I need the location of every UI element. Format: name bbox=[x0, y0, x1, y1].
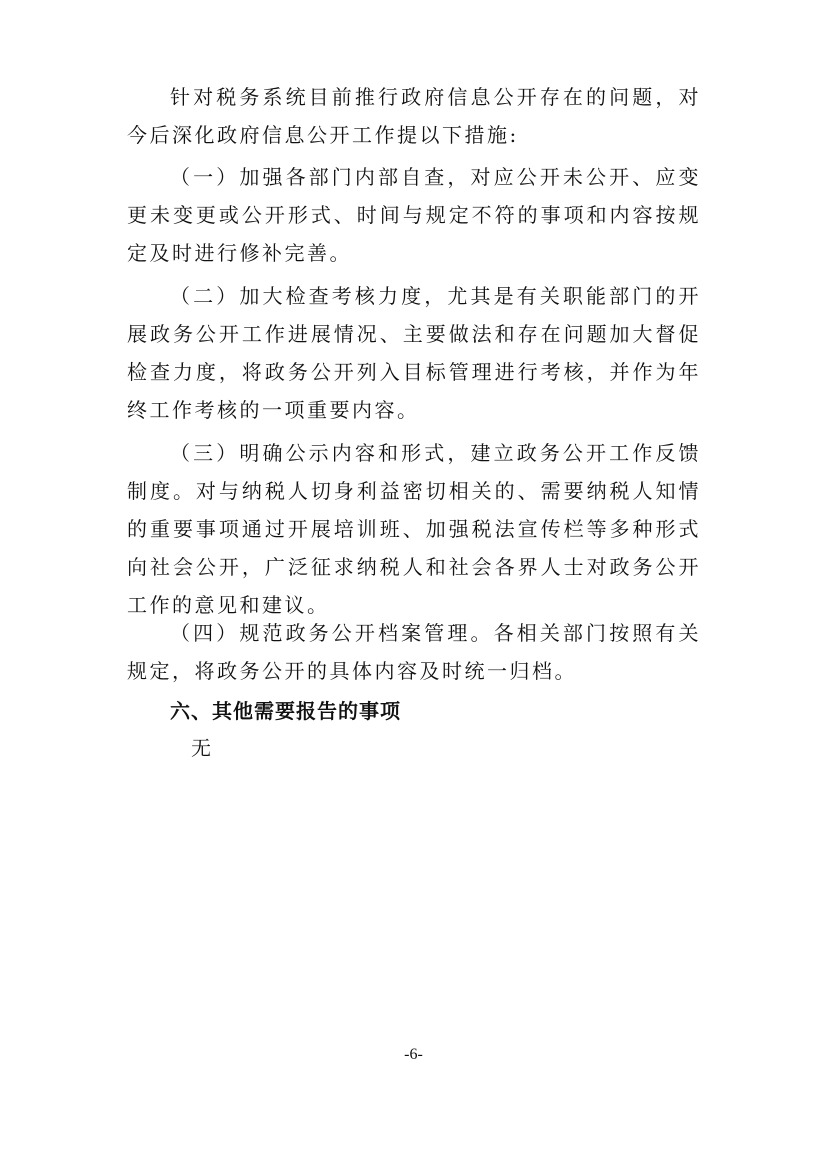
section-body: 无 bbox=[191, 736, 211, 760]
paragraph-measure-4: （四）规范政务公开档案管理。各相关部门按照有关规定，将政务公开的具体内容及时统一归档。 bbox=[127, 621, 701, 683]
paragraph-intro: 针对税务系统目前推行政府信息公开存在的问题，对今后深化政府信息公开工作提以下措施: bbox=[127, 85, 701, 147]
paragraph-measure-3: （三）明确公示内容和形式，建立政务公开工作反馈制度。对与纳税人切身利益密切相关的、需要纳税人知情的重要事项通过开展培训班、加强税法宣传栏等多种形式向社会公开，广泛征求纳税人和社会各界人士对政务公开工作的意见和建议。 bbox=[127, 441, 701, 617]
paragraph-measure-1: （一）加强各部门内部自查，对应公开未公开、应变更未变更或公开形式、时间与规定不符的事项和内容按规定及时进行修补完善。 bbox=[127, 165, 701, 265]
section-heading: 六、其他需要报告的事项 bbox=[170, 699, 401, 723]
page-number: -6- bbox=[404, 1046, 423, 1063]
paragraph-measure-2: （二）加大检查考核力度，尤其是有关职能部门的开展政务公开工作进展情况、主要做法和存在问题加大督促检查力度，将政务公开列入目标管理进行考核，并作为年终工作考核的一项重要内容。 bbox=[127, 284, 701, 422]
